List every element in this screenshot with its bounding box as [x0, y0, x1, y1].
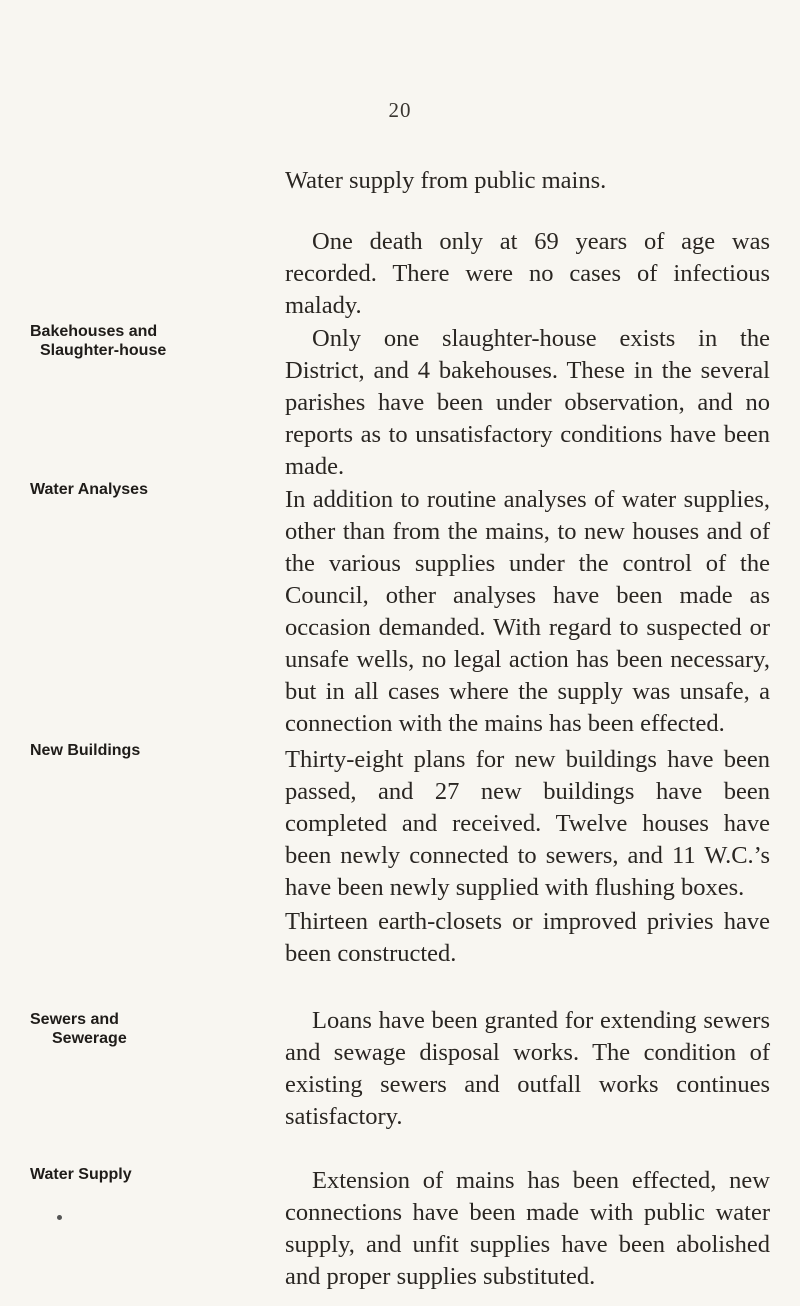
margin-heading-water-analyses: Water Analyses — [30, 481, 148, 498]
paragraph-earth-closets: Thirteen earth-closets or improved privies have been constructed. — [285, 908, 770, 967]
paragraph-new-buildings: Thirty-eight plans for new buildings have been passed, and 27 new buildings have been completed and received. Twelve houses have been newly connected to sewers, and 11 W.C.’s have been newly supplied with flushing boxes. — [285, 746, 770, 901]
margin-heading-new-buildings: New Buildings — [30, 742, 141, 759]
margin-heading-sewers-line1: Sewers and — [30, 1011, 119, 1028]
paragraph-water-analyses: In addition to routine analyses of water supplies, other than from the mains, to new houses and of the various supplies under the control of the Council, other analyses have been made as occasion demanded. With regard to suspected or unsafe wells, no legal action has been necessary, but in all cases where the supply was unsafe, a connection with the mains has been effected. — [285, 486, 770, 737]
paragraph-water-supply-mains: Water supply from public mains. — [285, 167, 607, 194]
page-number: 20 — [388, 98, 412, 122]
margin-heading-sewers — [30, 1010, 210, 1048]
margin-heading-bakehouses-line1: Bakehouses and — [30, 323, 158, 340]
bullet-mark — [57, 1215, 62, 1220]
margin-heading-water-supply: Water Supply — [30, 1166, 132, 1183]
margin-heading-bakehouses — [30, 322, 210, 360]
paragraph-sewers: Loans have been granted for extending sewers and sewage disposal works. The condition of existing sewers and outfall works continues satisfactory. — [285, 1007, 770, 1130]
margin-heading-bakehouses-line2: Slaughter-house — [40, 342, 167, 359]
paragraph-deaths: One death only at 69 years of age was recorded. There were no cases of infectious malady. — [285, 228, 770, 319]
paragraph-water-supply: Extension of mains has been effected, new connections have been made with public water supply, and unfit supplies have been abolished and proper supplies substituted. — [285, 1167, 770, 1290]
margin-heading-sewers-line2: Sewerage — [52, 1030, 127, 1047]
paragraph-slaughter-house: Only one slaughter-house exists in the District, and 4 bakehouses. These in the several parishes have been under observation, and no reports as to unsatisfactory conditions have been made. — [285, 325, 770, 480]
